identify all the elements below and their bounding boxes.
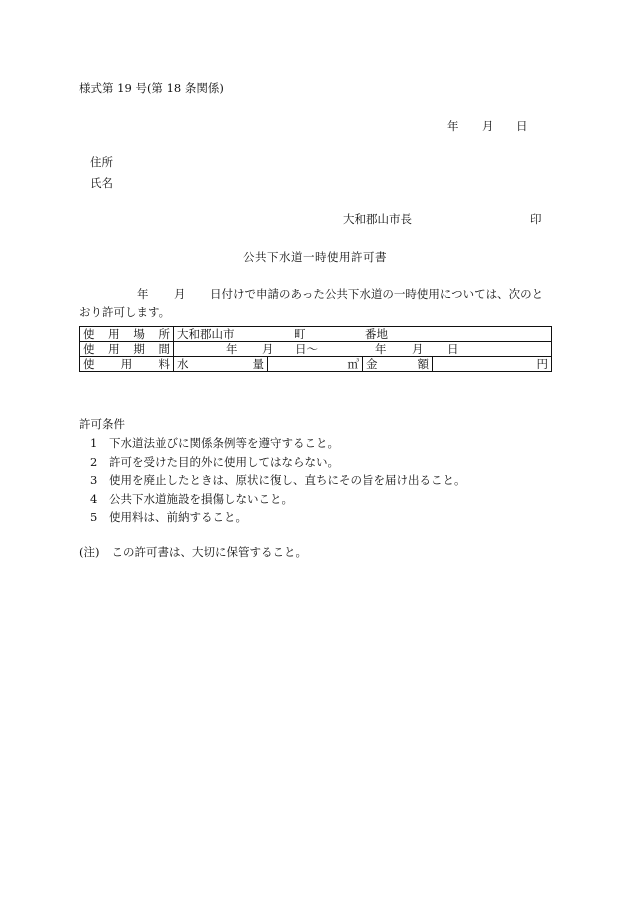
water-value-cell [268,357,363,372]
fee-label [83,357,170,371]
date-year: 年 [447,119,459,133]
condition-item [90,455,339,469]
amount-unit: 円 [536,357,548,371]
period-year-end: 年 [375,342,387,356]
period-day-end: 日 [447,342,459,356]
condition-text: 下水道法並びに関係条例等を遵守すること。 [109,436,339,450]
period-value-cell [174,342,552,357]
label-char: 使 [83,342,95,356]
note-label: (注) [79,545,100,559]
condition-text: 許可を受けた目的外に使用してはならない。 [109,455,339,469]
water-label-cell [174,357,268,372]
label-char: 額 [417,357,429,371]
name-label: 氏名 [90,176,113,190]
note-text: この許可書は、大切に保管すること。 [111,545,307,559]
condition-item [90,436,339,450]
period-month-end: 月 [412,342,424,356]
label-char: 金 [366,357,378,371]
document-title: 公共下水道一時使用許可書 [243,250,387,264]
period-label [83,342,170,356]
water-label [177,357,264,371]
condition-number: 1 [90,436,98,450]
condition-text: 使用を廃止したときは、原状に復し、直ちにその旨を届け出ること。 [109,473,466,487]
date-month: 月 [482,119,494,133]
condition-number: 4 [90,492,98,506]
period-month-start: 月 [262,342,274,356]
label-char: 料 [158,357,170,371]
place-lot: 番地 [365,327,388,341]
label-char: 水 [177,357,189,371]
condition-item [90,473,466,487]
amount-value-cell [433,357,552,372]
label-char: 間 [158,342,170,356]
place-town: 町 [294,327,306,341]
table-row-fee [80,357,552,372]
label-char: 用 [108,327,120,341]
condition-number: 3 [90,473,98,487]
amount-label [366,357,429,371]
address-label: 住所 [90,155,113,169]
period-label-cell [80,342,174,357]
condition-number: 2 [90,455,98,469]
period-day-start: 日〜 [295,342,318,356]
table-row-place [80,327,552,342]
label-char: 用 [120,357,133,371]
form-number: 様式第 19 号(第 18 条関係) [79,81,224,95]
conditions-heading: 許可条件 [79,417,125,431]
condition-number: 5 [90,510,98,524]
table-row-period [80,342,552,357]
label-char: 使 [83,327,95,341]
seal-mark: 印 [530,212,542,226]
condition-text: 公共下水道施設を損傷しないこと。 [109,492,293,506]
amount-label-cell [363,357,433,372]
place-label [83,327,170,341]
condition-text: 使用料は、前納すること。 [109,510,247,524]
label-char: 所 [158,327,170,341]
body-line1: 日付けで申請のあった公共下水道の一時使用については、次のと [210,287,544,301]
note [79,545,307,559]
water-unit: ㎥ [347,357,359,371]
place-label-cell [80,327,174,342]
period-year-start: 年 [226,342,238,356]
place-city: 大和郡山市 [177,327,235,341]
body-month: 月 [174,287,186,301]
body-line2: おり許可します。 [79,305,171,319]
body-year: 年 [137,287,149,301]
label-char: 量 [252,357,264,371]
condition-item [90,492,293,506]
place-value-cell [174,327,552,342]
label-char: 使 [83,357,95,371]
condition-item [90,510,247,524]
label-char: 場 [133,327,145,341]
label-char: 期 [133,342,145,356]
label-char: 用 [108,342,120,356]
permit-info-table [79,326,552,372]
fee-label-cell [80,357,174,372]
issuer-mayor: 大和郡山市長 [343,212,412,226]
date-day: 日 [516,119,528,133]
